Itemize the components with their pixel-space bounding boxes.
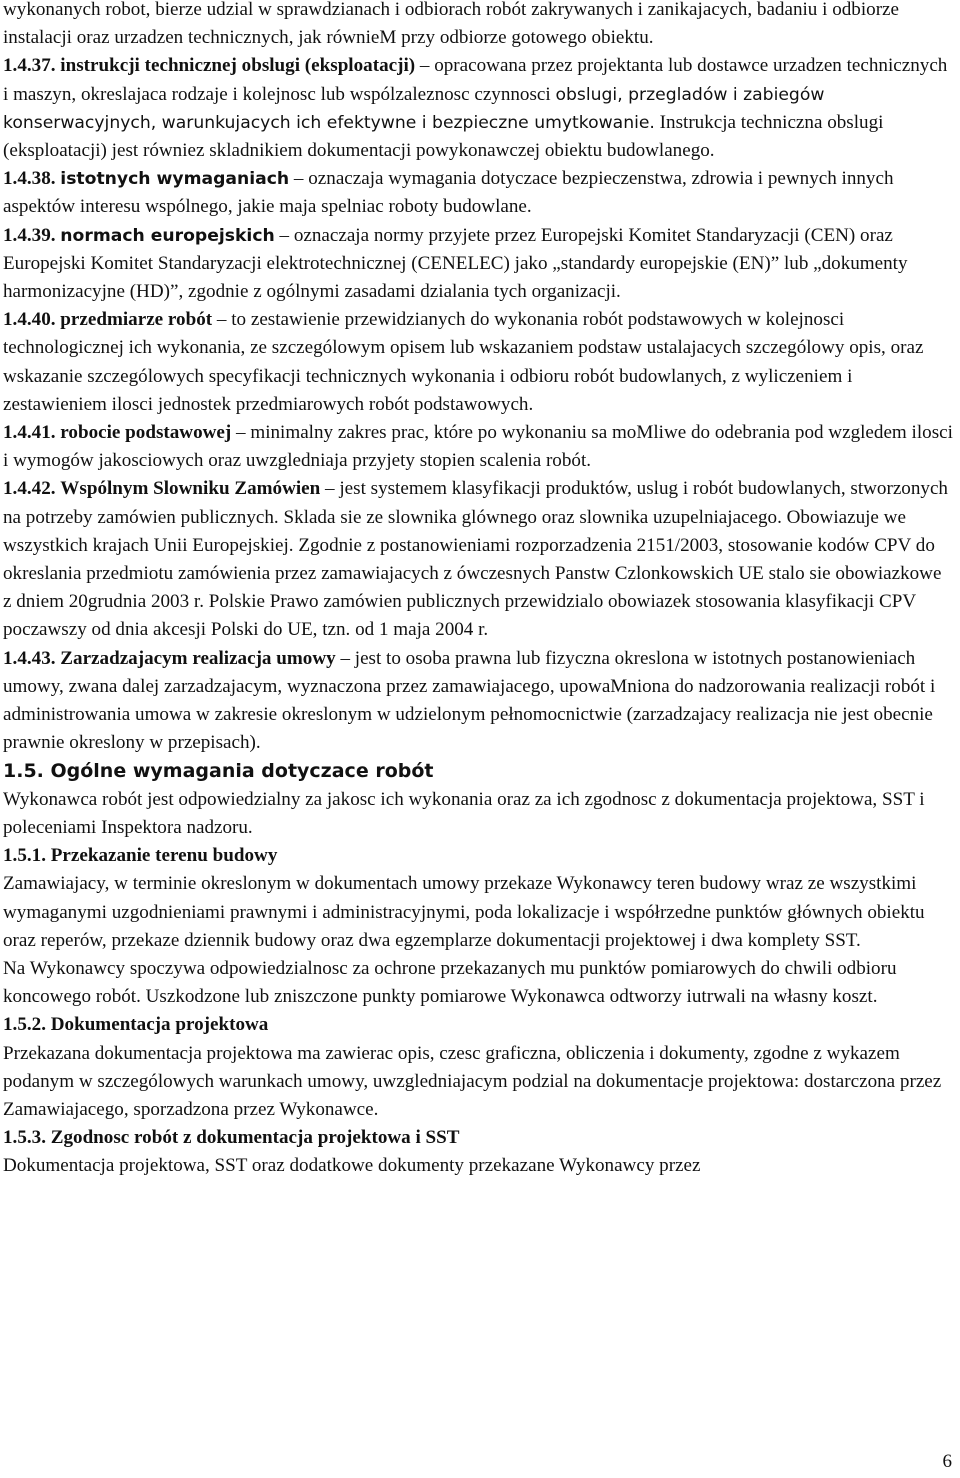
section-body-1-5-1-a: Zamawiajacy, w terminie okreslonym w dokumentach umowy przekaze Wykonawcy teren budowy wraz ze wszystkimi wymaganymi uzgodnieniami prawnymi i administracyjnymi, poda lokalizacje i współrzedne punktów głównych obiektu oraz reperów, przekaze dziennik budowy oraz dwa egzemplarze dokumentacji projektowej i dwa komplety SST. xyxy=(3,873,925,951)
section-body-1-5-1-b: Na Wykonawcy spoczywa odpowiedzialnosc za ochrone przekazanych mu punktów pomiarowych do chwili odbioru koncowego robót. Uszkodzone lub zniszczone punkty pomiarowe Wykonawca odtworzy iutrwali na własny koszt. xyxy=(3,957,897,1008)
section-heading-1-5-1: 1.5.1. Przekazanie terenu budowy xyxy=(3,845,278,867)
definition-body: – minimalny zakres prac, które po wykonaniu sa moMliwe do odebrania pod wzgledem ilosci i wymogów jakosciowych oraz uwzgledniaja przyjety stopien scalenia robót. xyxy=(3,422,953,472)
definition-number: 1.4.38. xyxy=(3,168,56,190)
definition-term: instrukcji technicznej obslugi (eksploatacji) xyxy=(60,55,416,77)
paragraph-continuation xyxy=(3,0,953,52)
document-body xyxy=(3,0,953,1181)
definition-1-4-37 xyxy=(3,52,953,165)
definition-1-4-42 xyxy=(3,475,953,644)
section-heading-1-5-3: 1.5.3. Zgodnosc robót z dokumentacja projektowa i SST xyxy=(3,1127,460,1149)
page-number: 6 xyxy=(942,1451,952,1472)
definition-1-4-39 xyxy=(3,222,953,307)
definition-body: – to zestawienie przewidzianych do wykonania robót podstawowych w kolejnosci technologicznej ich wykonania, ze szczególowym opisem lub wskazaniem podstaw ustalajacych szczególowy opis, oraz wskazanie szczególowych specyfikacji technicznych wykonania i odbioru robót budowlanych, z wyliczeniem i zestawieniem ilosci jednostek przedmiarowych robót podstawowych. xyxy=(3,309,924,415)
definition-number: 1.4.39. xyxy=(3,224,56,246)
definition-number: 1.4.37. xyxy=(3,55,56,77)
definition-body-sans: obslugi, przegladów i zabiegów konserwacyjnych, warunkujacych ich efektywne i bezpieczne umytkowanie. xyxy=(3,84,825,133)
section-heading-1-5: 1.5. Ogólne wymagania dotyczace robót xyxy=(3,760,434,783)
definition-term: istotnych wymaganiach xyxy=(60,169,290,190)
definition-number: 1.4.40. xyxy=(3,309,56,331)
definition-number: 1.4.43. xyxy=(3,647,56,669)
definition-1-4-38 xyxy=(3,165,953,221)
definition-term: Zarzadzajacym realizacja umowy xyxy=(60,647,336,669)
definition-body: – oznaczaja normy przyjete przez Europejski Komitet Standaryzacji (CEN) oraz Europejski Komitet Standaryzacji elektrotechnicznej (CENELEC) jako „standardy europejskie (EN)” lub „dokumenty harmonizacyjne (HD)”, zgodnie z ogólnymi zasadami dzialania tych organizacji. xyxy=(3,224,908,303)
definition-body: – jest systemem klasyfikacji produktów, uslug i robót budowlanych, stworzonych na potrzeby zamówien publicznych. Sklada sie ze slownika glównego oraz slownika uzupelniajacego. Obowiazuje we wszystkich krajach Unii Europejskiej. Zgodnie z postanowieniami rozporzadzenia 2151/2003, stosowanie kodów CPV do okreslania przedmiotu zamówienia przez zamawiajacych z ówczesnych Panstw Czlonkowskich UE stalo sie obowiazkowe z dniem 20grudnia 2003 r. Polskie Prawo zamówien publicznych przewidzialo obowiazek stosowania klasyfikacji CPV poczawszy od dnia akcesji Polski do UE, tzn. od 1 maja 2004 r. xyxy=(3,478,948,641)
definition-body-continued: Instrukcja techniczna obslugi (eksploatacji) jest równiez skladnikiem dokumentacji powykonawczej obiektu budowlanego. xyxy=(3,111,884,162)
definition-term: Wspólnym Slowniku Zamówien xyxy=(60,478,321,500)
definition-body: – oznaczaja wymagania dotyczace bezpieczenstwa, zdrowia i pewnych innych aspektów interesu wspólnego, jakie maja spelniac roboty budowlane. xyxy=(3,168,894,218)
section-body-1-5-2: Przekazana dokumentacja projektowa ma zawierac opis, czesc graficzna, obliczenia i dokumenty, zgodne z wykazem podanym w szczególowych warunkach umowy, uwzgledniajacym podzial na dokumentacje projektowa: dostarczona przez Zamawiajacego, sporzadzona przez Wykonawce. xyxy=(3,1042,942,1120)
definition-term: normach europejskich xyxy=(60,225,275,246)
definition-body: – opracowana przez projektanta lub dostawce urzadzen technicznych i maszyn, okreslajaca rodzaje i kolejnosc lub wspólzaleznosc czynnosci xyxy=(3,55,948,105)
definition-1-4-40 xyxy=(3,306,953,419)
section-body-1-5: Wykonawca robót jest odpowiedzialny za jakosc ich wykonania oraz za ich zgodnosc z dokumentacja projektowa, SST i poleceniami Inspektora nadzoru. xyxy=(3,788,925,838)
section-heading-1-5-2: 1.5.2. Dokumentacja projektowa xyxy=(3,1014,269,1036)
section-body-1-5-3: Dokumentacja projektowa, SST oraz dodatkowe dokumenty przekazane Wykonawcy przez xyxy=(3,1155,701,1177)
definition-number: 1.4.41. xyxy=(3,422,56,444)
definition-term: robocie podstawowej xyxy=(60,422,232,444)
definition-body: – jest to osoba prawna lub fizyczna okreslona w istotnych postanowieniach umowy, zwana dalej zarzadzajacym, wyznaczona przez zamawiajacego, upowaMniona do nadzorowania realizacji robót i administrowania umowa w zakresie okreslonym w udzielonym pełnomocnictwie (zarzadzajacy realizacja nie jest obecnie prawnie okreslony w przepisach). xyxy=(3,647,936,754)
definition-number: 1.4.42. xyxy=(3,478,56,500)
definition-1-4-43 xyxy=(3,645,953,758)
definition-1-4-41 xyxy=(3,419,953,475)
definition-term: przedmiarze robót xyxy=(60,309,213,331)
paragraph-text: wykonanych robot, bierze udzial w sprawdzianach i odbiorach robót zakrywanych i zanikajacych, badaniu i odbiorze instalacji oraz urzadzen technicznych, jak równieM przy odbiorze gotowego obiektu. xyxy=(3,0,899,49)
